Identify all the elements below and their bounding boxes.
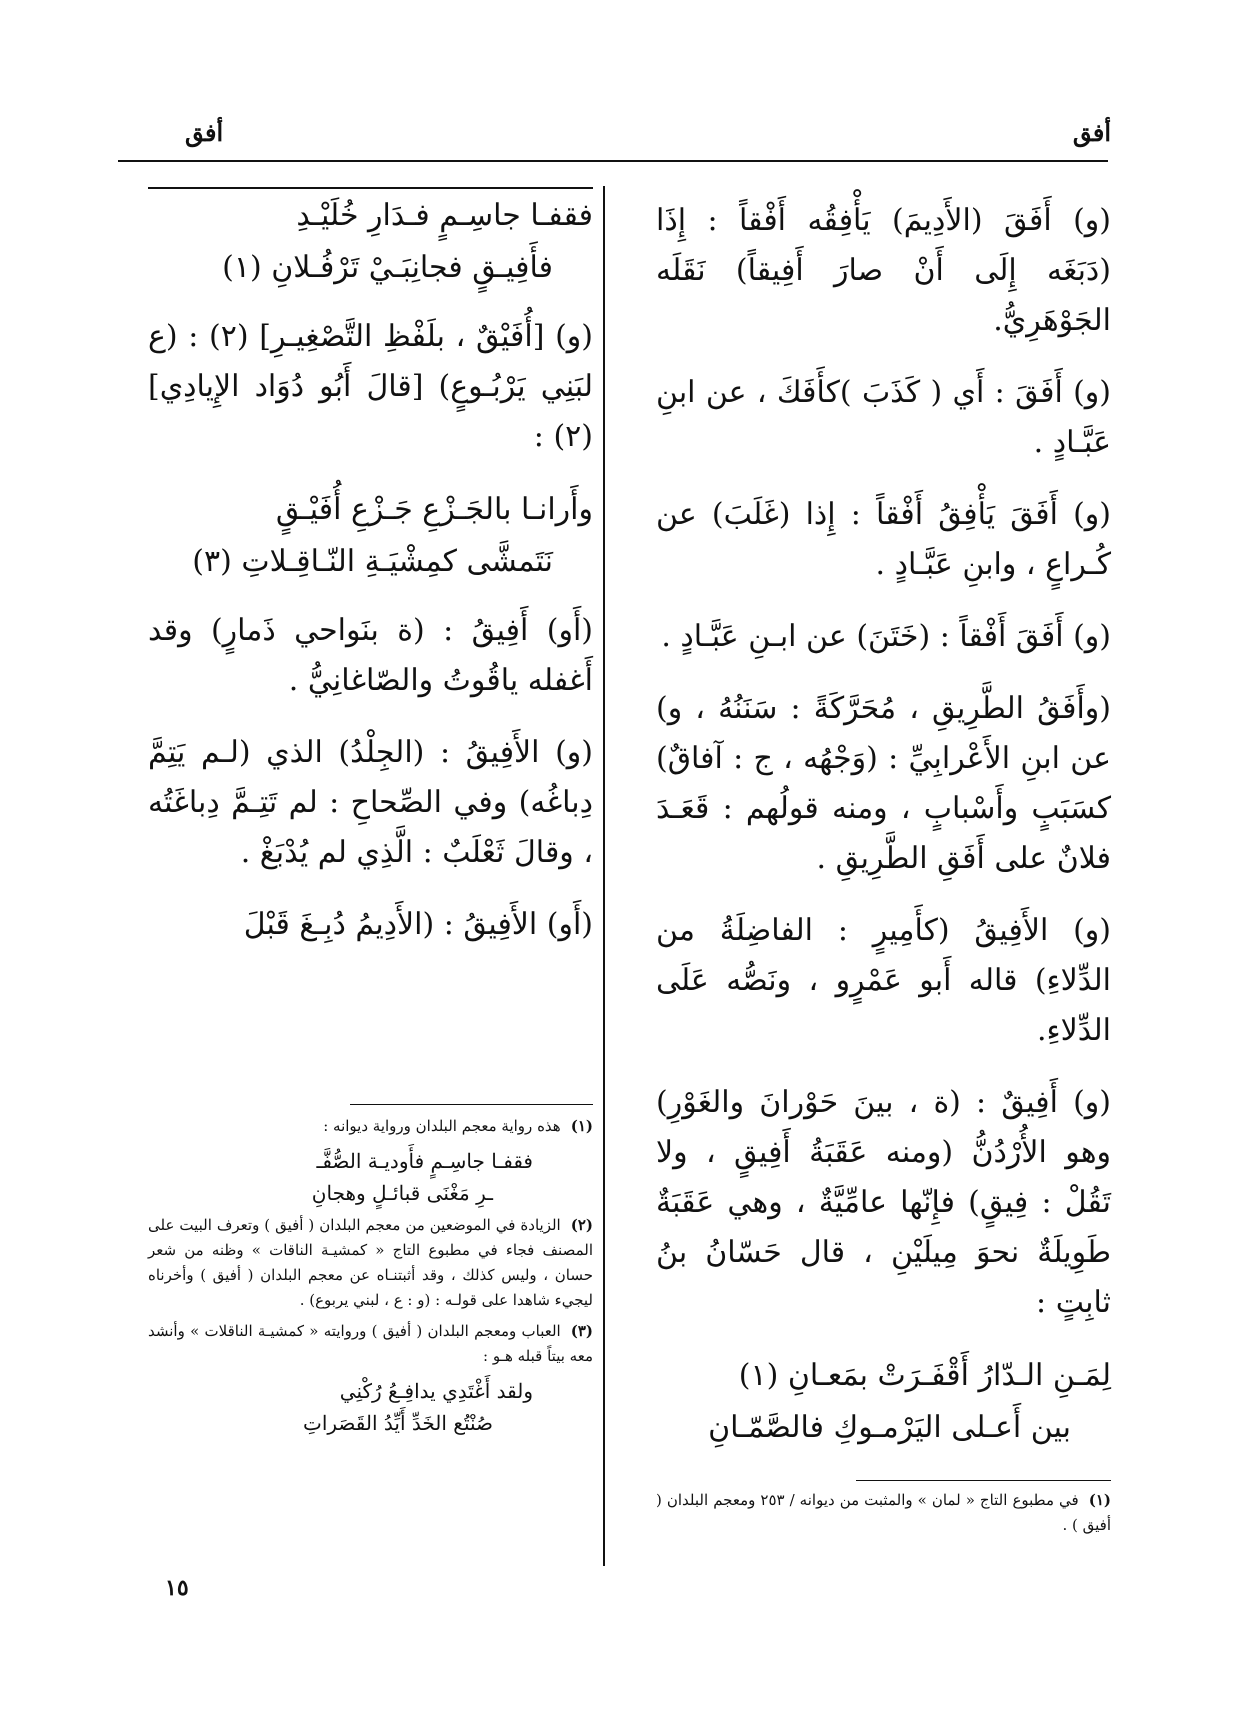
- verse-first-hemistich: فقفـا جاسِـمٍ فـدَارِ خُلَيْـدِ: [296, 198, 593, 233]
- footnote: [656, 1488, 1111, 1538]
- verse-first-hemistich: فقفـا جاسِـمٍ فأَوديـة الصُّفَّـ: [316, 1149, 533, 1173]
- footnote-number: (٣): [570, 1322, 593, 1340]
- running-head-left: أفق: [185, 118, 224, 147]
- poetry-verse: [656, 1350, 1111, 1454]
- entry: (وأَفَقُ الطَّرِيقِ ، مُحَرَّكَةً : سَنَنُهُ ، و) عن ابنِ الأَعْرابِيِّ : (وَجْهُه ، ج : آفاقٌ) كسَبَبٍ وأَسْبابٍ ، ومنه قولُهم : قَعَـدَ فلانٌ على أَفَقِ الطَّرِيقِ .: [656, 691, 1111, 876]
- footnote-verse: [148, 1375, 593, 1439]
- entry: (و) أَفَقَ (الأَدِيمَ) يَأْفِقُه أَفْقاً : إِذَا (دَبَغَه إِلَى أَنْ صارَ أَفِيقاً) نَقَلَه الجَوْهَرِيُّ.: [656, 203, 1111, 338]
- verse-second-hemistich: صُنْتُع الخَدِّ أَيِّدُ القَصَراتِ: [303, 1411, 493, 1435]
- page-number: ١٥: [165, 1575, 189, 1601]
- right-column: [656, 196, 1111, 1472]
- running-head-right: أفق: [1072, 118, 1111, 147]
- verse-second-hemistich: بين أَعـلى اليَرْمـوكِ فالصَّمّـانِ: [708, 1410, 1071, 1445]
- footnote: [148, 1114, 593, 1139]
- footnote-text: العباب ومعجم البلدان ( أفيق ) وروايته « كمشيـة الناقلات » وأنشد معه بيتاً قبله هـو :: [148, 1322, 593, 1365]
- footnotes-left: [148, 1114, 593, 1443]
- verse-second-hemistich: ـرِ مَغْنَى قبائـلٍ وهجانِ: [311, 1181, 493, 1205]
- verse-first-hemistich: لِمَـنِ الـدّارُ أَقْفَـرَتْ بمَعـانِ (١): [738, 1358, 1111, 1393]
- entry: (و) [أُفَيْقٌ ، بلَفْظِ التَّصْغِيـرِ] (٢) : (ع لبَنِي يَرْبُـوعٍ) [قالَ أَبُو دُوَاد الإِيادِي] (٢) :: [148, 319, 593, 454]
- footnote-text: هذه رواية معجم البلدان ورواية ديوانه :: [323, 1117, 561, 1135]
- column-divider: [603, 186, 605, 1566]
- footnote-rule-right: [856, 1480, 1111, 1481]
- verse-first-hemistich: ولقد أَغْتَدِي يدافِـعُ رُكْنِي: [339, 1379, 533, 1403]
- footnote: [148, 1213, 593, 1313]
- left-column: [148, 196, 593, 972]
- entry: (و) أَفَقَ : أَي ( كَذَبَ )كأَفَكَ ، عن ابنِ عَبَّـادٍ .: [656, 375, 1111, 460]
- left-column-top-rule: [148, 187, 593, 189]
- footnote-rule-left: [350, 1104, 593, 1105]
- footnote-text: الزيادة في الموضعين من معجم البلدان ( أفيق ) وتعرف البيت على المصنف فجاء في مطبوع التاج « كمشيـة الناقات » وظنه من شعر حسان ، وليس كذلك ، وقد أثبتنـاه عن معجم البلدان ( أفيق ) وأخرناه ليجيء شاهدا على قولـه : (و : ع ، لبني يربوع) .: [148, 1216, 593, 1309]
- header-rule: [118, 160, 1108, 162]
- footnote-verse: [148, 1145, 593, 1209]
- entry: (أَو) الأَفِيقُ : (الأَدِيمُ دُبِـغَ قَبْلَ: [243, 907, 593, 942]
- verse-second-hemistich: فأَفِيـقٍ فجانِبَـيْ تَرْفُـلانِ (١): [222, 250, 553, 285]
- entry: (و) أَفَقَ أَفْقاً : (خَتَنَ) عن ابـنِ عَبَّـادٍ .: [661, 619, 1111, 654]
- verse-second-hemistich: نَتَمشَّى كمِشْيَـةِ النّـاقِـلاتِ (٣): [192, 544, 553, 579]
- entry: (و) أَفِيقٌ : (ة ، بينَ حَوْرانَ والغَوْرِ) وهو الأُرْدُنُّ (ومنه عَقَبَةُ أَفِيقٍ ، ولا تَقُلْ : فِيقٍ) فإِنّها عامِّيَّةٌ ، وهي عَقَبَةٌ طَوِيلَةٌ نحوَ مِيلَيْنِ ، قال حَسّانُ بنُ ثابِتٍ :: [656, 1085, 1111, 1320]
- entry: (و) الأَفِيقُ : (الجِلْدُ) الذي (لـم يَتِمَّ دِباغُه) وفي الصِّحاحِ : لم تَتِـمَّ دِباغَتُه ، وقالَ ثَعْلَبٌ : الَّذِي لم يُدْبَغْ .: [148, 735, 593, 870]
- poetry-verse: [148, 484, 593, 588]
- entry: (و) أَفَقَ يَأْفِقُ أَفْقاً : إِذا (غَلَبَ) عن كُـراعٍ ، وابنِ عَبَّـادٍ .: [656, 497, 1112, 582]
- poetry-verse: [148, 190, 593, 294]
- footnote-text: في مطبوع التاج « لمان » والمثبت من ديوانه / ٢٥٣ ومعجم البلدان ( أفيق ) .: [656, 1491, 1111, 1534]
- verse-first-hemistich: وأَرانـا بالجَـزْعِ جَـزْعِ أُفَيْـقٍ: [275, 492, 593, 527]
- entry: (أَو) أَفِيقُ : (ة بنَواحي ذَمارٍ) وقد أَغفله ياقُوتُ والصّاغانِيُّ .: [148, 613, 593, 698]
- footnote-number: (١): [1088, 1491, 1111, 1509]
- footnotes-right: [656, 1488, 1111, 1544]
- footnote-number: (١): [570, 1117, 593, 1135]
- entry: (و) الأَفِيقُ (كأَمِيرٍ : الفاضِلَةُ من الدِّلاءِ) قاله أَبو عَمْرٍو ، ونَصُّه عَلَى الدِّلاءِ.: [656, 913, 1111, 1048]
- footnote: [148, 1319, 593, 1369]
- footnote-number: (٢): [570, 1216, 593, 1234]
